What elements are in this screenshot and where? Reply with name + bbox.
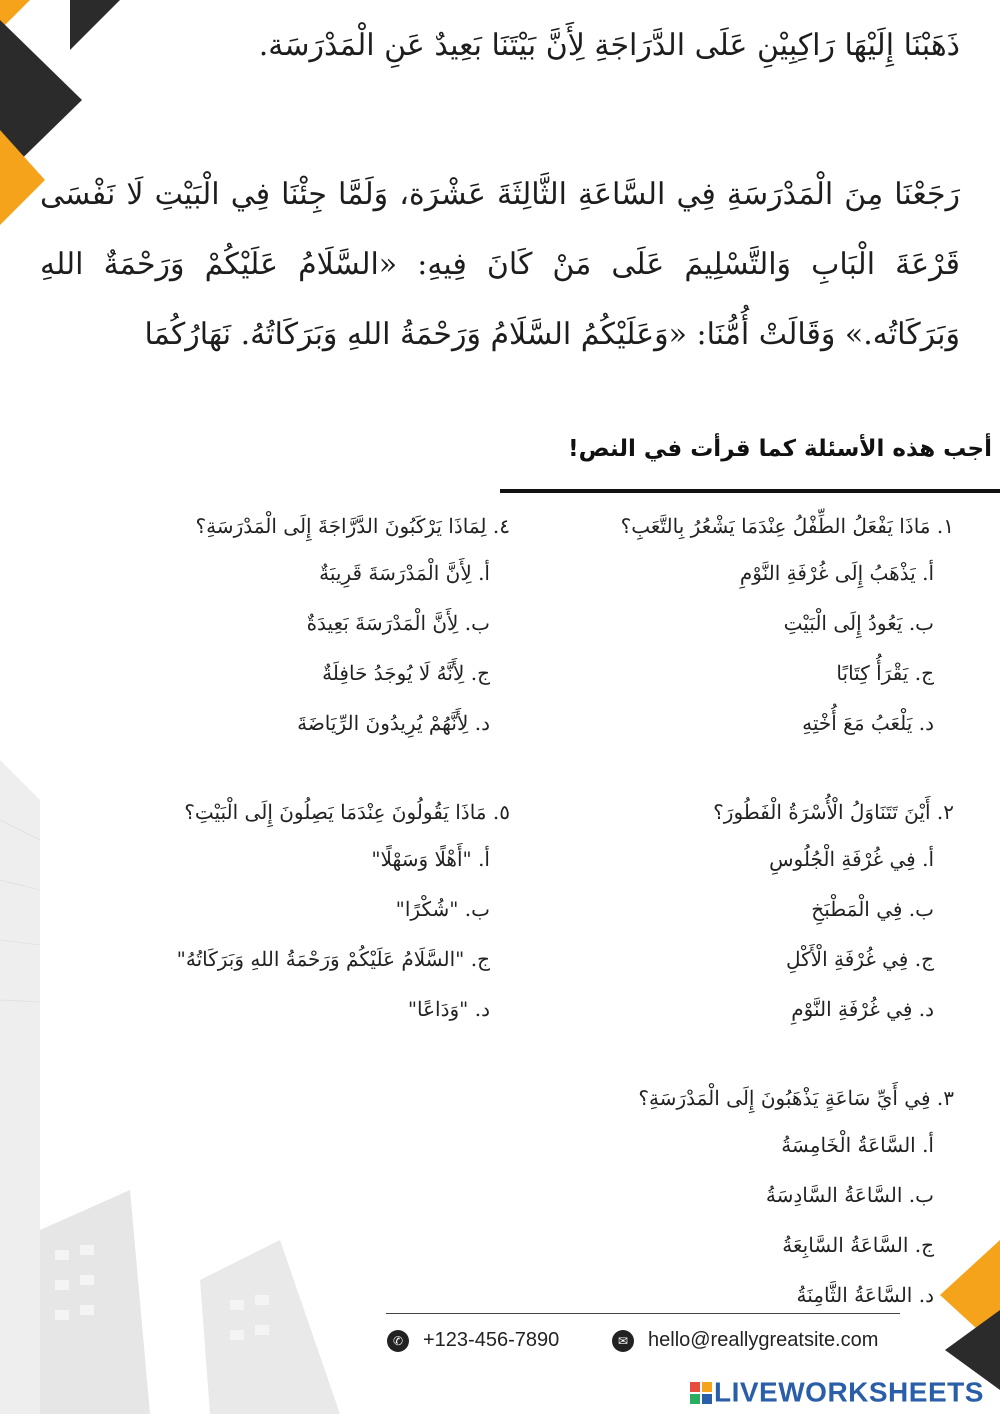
answer-option[interactable]: أ. السَّاعَةُ الْخَامِسَةُ <box>781 1133 934 1157</box>
questions-column-left <box>90 504 510 1076</box>
passage-paragraph: رَجَعْنَا مِنَ الْمَدْرَسَةِ فِي السَّاعَةِ الثَّالِثَةَ عَشْرَة، وَلَمَّا جِئْنَا فِي الْبَيْتِ لَا نَفْسَى قَرْعَةَ الْبَابِ وَالتَّسْلِيمَ عَلَى مَنْ كَانَ فِيهِ: «السَّلَامُ عَلَيْكُمْ وَرَحْمَةٌ اللهِ وَبَرَكَاتُه.» وَقَالَتْ أُمُّنَا: «وَعَلَيْكُمُ السَّلَامُ وَرَحْمَةُ اللهِ وَبَرَكَاتُهُ. نَهَارُكُمَا <box>40 177 960 352</box>
mail-icon: ✉ <box>612 1330 634 1352</box>
question-stem: ٤. لِمَاذَا يَرْكَبُونَ الدَّرَّاجَةَ إِلَى الْمَدْرَسَةِ؟ <box>195 514 510 538</box>
question-3 <box>514 1076 954 1320</box>
question-stem: ٥. مَاذَا يَقُولُونَ عِنْدَمَا يَصِلُونَ إِلَى الْبَيْتِ؟ <box>184 800 510 824</box>
question-1 <box>514 504 954 748</box>
answer-option[interactable]: د. لِأَنَّهُمْ يُرِيدُونَ الرِّيَاضَةَ <box>297 711 490 735</box>
answer-option[interactable]: ب. فِي الْمَطْبَخِ <box>811 897 934 921</box>
footer-divider <box>386 1313 900 1314</box>
question-stem: ٣. فِي أَيِّ سَاعَةٍ يَذْهَبُونَ إِلَى الْمَدْرَسَةِ؟ <box>638 1086 954 1110</box>
passage-line: ذَهَبْنَا إِلَيْهَا رَاكِبِيْنِ عَلَى الدَّرَاجَةِ لِأَنَّ بَيْتَنَا بَعِيدٌ عَنِ الْمَدْرَسَة. <box>258 28 960 63</box>
question-stem: ٢. أَيْنَ تَتَنَاوَلُ الْأُسْرَةُ الْفَطُورَ؟ <box>713 800 954 824</box>
answer-option[interactable]: ج. السَّاعَةُ السَّابِعَةُ <box>782 1233 934 1257</box>
answer-option[interactable]: ج. يَقْرَأُ كِتَابًا <box>836 661 934 685</box>
answer-option[interactable]: ب. السَّاعَةُ السَّادِسَةُ <box>765 1183 934 1207</box>
answer-option[interactable]: ب. يَعُودُ إِلَى الْبَيْتِ <box>783 611 934 635</box>
answer-option[interactable]: ب. "شُكْرًا" <box>395 897 490 921</box>
answer-option[interactable]: د. السَّاعَةُ الثَّامِنَةُ <box>796 1283 934 1307</box>
answer-option[interactable]: ب. لِأَنَّ الْمَدْرَسَةَ بَعِيدَةٌ <box>306 611 490 635</box>
liveworksheets-logo <box>690 1382 712 1404</box>
footer-email <box>612 1325 878 1355</box>
questions-column-right <box>514 504 954 1362</box>
answer-option[interactable]: ج. لِأَنَّهُ لَا يُوجَدُ حَافِلَةٌ <box>322 661 490 685</box>
answer-option[interactable]: أ. "أَهْلًا وَسَهْلًا" <box>371 847 490 871</box>
answer-option[interactable]: د. "وَدَاعًا" <box>407 997 490 1021</box>
answer-option[interactable]: أ. لِأَنَّ الْمَدْرَسَةَ قَرِيبَةٌ <box>319 561 490 585</box>
section-divider <box>500 489 1000 493</box>
answer-option[interactable]: أ. يَذْهَبُ إِلَى غُرْفَةِ النَّوْمِ <box>739 561 934 585</box>
question-stem: ١. مَاذَا يَفْعَلُ الطِّفْلُ عِنْدَمَا يَشْعُرُ بِالتَّعَبِ؟ <box>620 514 954 538</box>
instruction-heading: أجب هذه الأسئلة كما قرأت في النص! <box>568 436 992 462</box>
question-2 <box>514 790 954 1034</box>
brand-text: LIVEWORKSHEETS <box>714 1376 984 1408</box>
answer-option[interactable]: د. يَلْعَبُ مَعَ أُخْتِهِ <box>802 711 934 735</box>
footer-phone <box>387 1325 559 1355</box>
answer-option[interactable]: ج. "السَّلَامُ عَلَيْكُمْ وَرَحْمَةُ اللهِ وَبَرَكَاتُهُ" <box>176 947 490 971</box>
liveworksheets-brand <box>690 1376 984 1408</box>
answer-option[interactable]: د. فِي غُرْفَةِ النَّوْمِ <box>791 997 934 1021</box>
answer-option[interactable]: ج. فِي غُرْفَةِ الْأَكْلِ <box>786 947 934 971</box>
question-5 <box>90 790 510 1034</box>
phone-icon: ✆ <box>387 1330 409 1352</box>
email-address: hello@reallygreatsite.com <box>648 1329 879 1351</box>
answer-option[interactable]: أ. فِي غُرْفَةِ الْجُلُوسِ <box>769 847 934 871</box>
phone-number: +123-456-7890 <box>423 1329 560 1351</box>
question-4 <box>90 504 510 748</box>
